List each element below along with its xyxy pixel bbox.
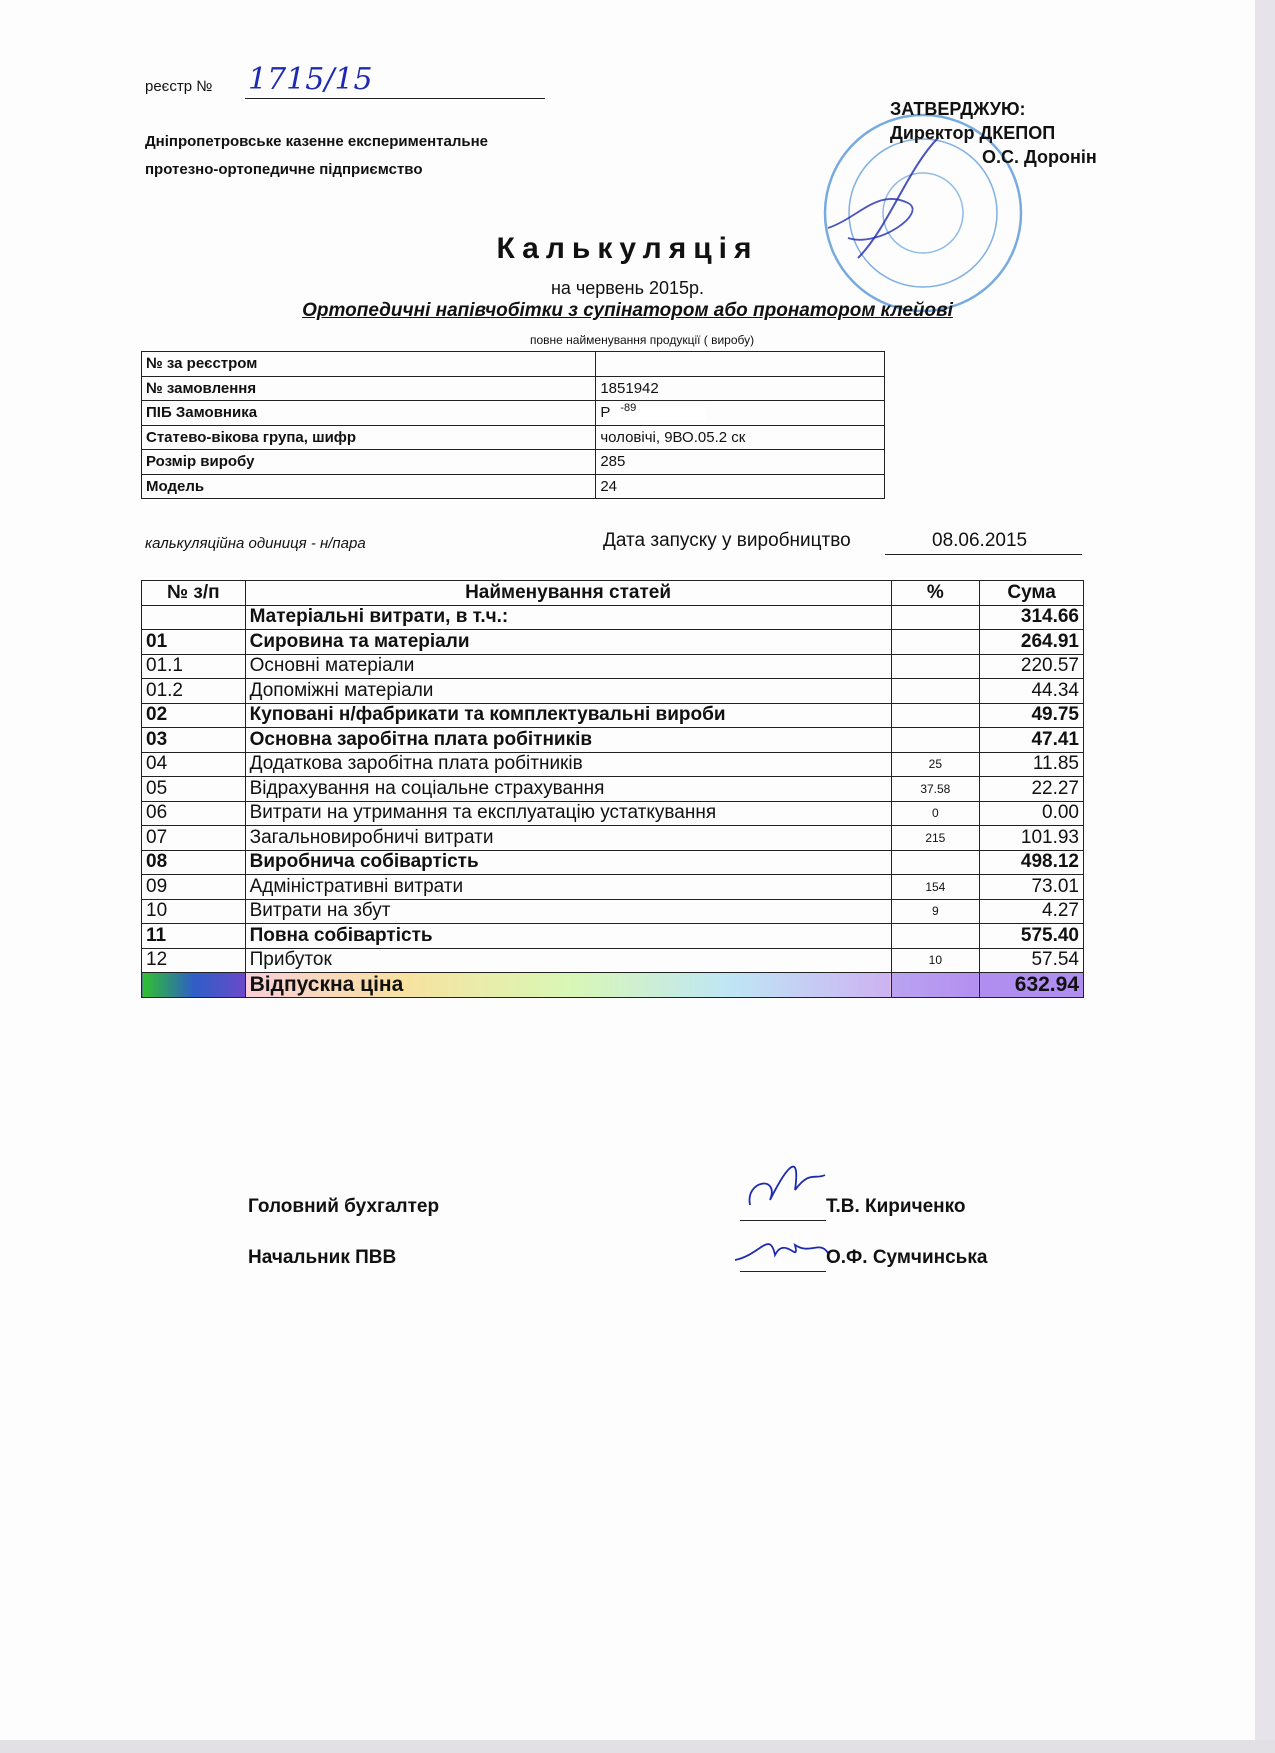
row-number: 01.1 [142, 654, 246, 679]
table-row [142, 654, 1084, 679]
cost-calculation-table [141, 580, 1084, 998]
document-title: Калькуляція [496, 232, 759, 265]
info-value: 1851942 [596, 376, 885, 401]
department-head-name: О.Ф. Сумчинська [826, 1247, 988, 1268]
row-sum: 0.00 [980, 801, 1084, 826]
organization-name [145, 128, 488, 184]
chief-accountant-name: Т.В. Кириченко [826, 1196, 966, 1217]
row-number: 11 [142, 924, 246, 949]
info-label: Модель [142, 474, 596, 499]
header-pct: % [891, 581, 980, 606]
row-sum: 11.85 [980, 752, 1084, 777]
row-name: Загальновиробничі витрати [245, 826, 891, 851]
row-name: Адміністративні витрати [245, 875, 891, 900]
row-sum: 101.93 [980, 826, 1084, 851]
row-number: 03 [142, 728, 246, 753]
row-number: 04 [142, 752, 246, 777]
info-label: № замовлення [142, 376, 596, 401]
table-row [142, 948, 1084, 973]
row-sum: 498.12 [980, 850, 1084, 875]
row-sum: 47.41 [980, 728, 1084, 753]
info-label: Статево-вікова група, шифр [142, 425, 596, 450]
row-number: 01.2 [142, 679, 246, 704]
row-name: Основна заробітна плата робітників [245, 728, 891, 753]
table-row [142, 924, 1084, 949]
signature-icon [740, 1150, 830, 1220]
customer-suffix: -89 [620, 402, 637, 415]
table-row [142, 401, 885, 426]
table-row [142, 605, 1084, 630]
order-info-table [141, 351, 885, 499]
row-name: Відпускна ціна [245, 973, 891, 998]
approval-block [890, 97, 1097, 169]
product-name-caption: повне найменування продукції ( виробу) [530, 333, 755, 347]
info-value: чоловічі, 9ВО.05.2 ск [596, 425, 885, 450]
row-percent [891, 605, 980, 630]
row-percent: 37.58 [891, 777, 980, 802]
row-name: Повна собівартість [245, 924, 891, 949]
row-number: 12 [142, 948, 246, 973]
table-row [142, 728, 1084, 753]
chief-accountant-role: Головний бухгалтер [248, 1196, 440, 1217]
header-name: Найменування статей [245, 581, 891, 606]
row-name: Сировина та матеріали [245, 630, 891, 655]
row-percent [891, 630, 980, 655]
row-name: Допоміжні матеріали [245, 679, 891, 704]
row-percent: 215 [891, 826, 980, 851]
info-value: 285 [596, 450, 885, 475]
row-number: 01 [142, 630, 246, 655]
table-row [142, 899, 1084, 924]
approval-name: О.С. Доронін [982, 147, 1097, 167]
row-sum: 44.34 [980, 679, 1084, 704]
row-percent: 154 [891, 875, 980, 900]
info-label: Розмір виробу [142, 450, 596, 475]
row-number: 09 [142, 875, 246, 900]
table-row [142, 679, 1084, 704]
launch-date-value: 08.06.2015 [932, 530, 1028, 551]
row-sum: 632.94 [980, 973, 1084, 998]
registry-label: реєстр № [145, 78, 213, 95]
info-label: ПІБ Замовника [142, 401, 596, 426]
table-row [142, 777, 1084, 802]
row-name: Куповані н/фабрикати та комплектувальні вироби [245, 703, 891, 728]
approval-heading: ЗАТВЕРДЖУЮ: [890, 99, 1026, 119]
row-percent [891, 728, 980, 753]
document-period: на червень 2015р. [550, 278, 705, 298]
organization-line-2: протезно-ортопедичне підприємство [145, 161, 423, 178]
organization-line-1: Дніпропетровське казенне експериментальне [145, 133, 488, 150]
signature-icon [730, 1225, 830, 1275]
customer-initial: Р [600, 404, 611, 422]
row-percent: 9 [891, 899, 980, 924]
table-row [142, 703, 1084, 728]
row-percent [891, 850, 980, 875]
row-sum: 57.54 [980, 948, 1084, 973]
row-percent [891, 679, 980, 704]
table-row [142, 425, 885, 450]
row-sum: 575.40 [980, 924, 1084, 949]
row-name: Витрати на утримання та експлуатацію устаткування [245, 801, 891, 826]
table-row [142, 826, 1084, 851]
row-number: 05 [142, 777, 246, 802]
row-number: 02 [142, 703, 246, 728]
info-value: 24 [596, 474, 885, 499]
row-percent [891, 703, 980, 728]
info-value [596, 352, 885, 377]
row-name: Матеріальні витрати, в т.ч.: [245, 605, 891, 630]
launch-date-label: Дата запуску у виробництво [603, 530, 851, 551]
table-row [142, 630, 1084, 655]
row-name: Прибуток [245, 948, 891, 973]
launch-date-underline [885, 554, 1082, 555]
accountant-signature-line [740, 1220, 826, 1221]
table-row [142, 376, 885, 401]
row-name: Додаткова заробітна плата робітників [245, 752, 891, 777]
header-num: № з/п [142, 581, 246, 606]
row-number: 06 [142, 801, 246, 826]
row-sum: 314.66 [980, 605, 1084, 630]
row-sum: 73.01 [980, 875, 1084, 900]
registry-underline [245, 98, 545, 99]
calculation-unit: калькуляційна одиниця - н/пара [145, 535, 366, 552]
row-name: Виробнича собівартість [245, 850, 891, 875]
info-value-redacted [596, 401, 885, 426]
table-row [142, 752, 1084, 777]
table-row [142, 875, 1084, 900]
row-percent: 25 [891, 752, 980, 777]
table-header-row [142, 581, 1084, 606]
page-bottom-edge [0, 1740, 1275, 1753]
table-row [142, 474, 885, 499]
row-percent: 0 [891, 801, 980, 826]
registry-number-handwritten: 1715/15 [248, 62, 373, 97]
info-label: № за реєстром [142, 352, 596, 377]
row-sum: 4.27 [980, 899, 1084, 924]
head-signature-line [740, 1271, 826, 1272]
page-edge [1255, 0, 1275, 1753]
row-sum: 220.57 [980, 654, 1084, 679]
row-name: Основні матеріали [245, 654, 891, 679]
table-row [142, 801, 1084, 826]
row-percent [891, 654, 980, 679]
row-sum: 22.27 [980, 777, 1084, 802]
redaction-box [616, 402, 706, 420]
row-sum: 264.91 [980, 630, 1084, 655]
header-sum: Сума [980, 581, 1084, 606]
approval-position: Директор ДКЕПОП [890, 123, 1056, 143]
row-percent [891, 924, 980, 949]
row-number: 10 [142, 899, 246, 924]
row-number: 07 [142, 826, 246, 851]
final-price-row [142, 973, 1084, 998]
row-number [142, 973, 246, 998]
row-percent [891, 973, 980, 998]
table-row [142, 450, 885, 475]
row-name: Відрахування на соціальне страхування [245, 777, 891, 802]
row-number: 08 [142, 850, 246, 875]
row-sum: 49.75 [980, 703, 1084, 728]
table-row [142, 850, 1084, 875]
row-name: Витрати на збут [245, 899, 891, 924]
row-number [142, 605, 246, 630]
row-percent: 10 [891, 948, 980, 973]
department-head-role: Начальник ПВВ [248, 1247, 397, 1268]
product-name: Ортопедичні напівчобітки з супінатором або пронатором клейові [302, 300, 953, 321]
table-row [142, 352, 885, 377]
